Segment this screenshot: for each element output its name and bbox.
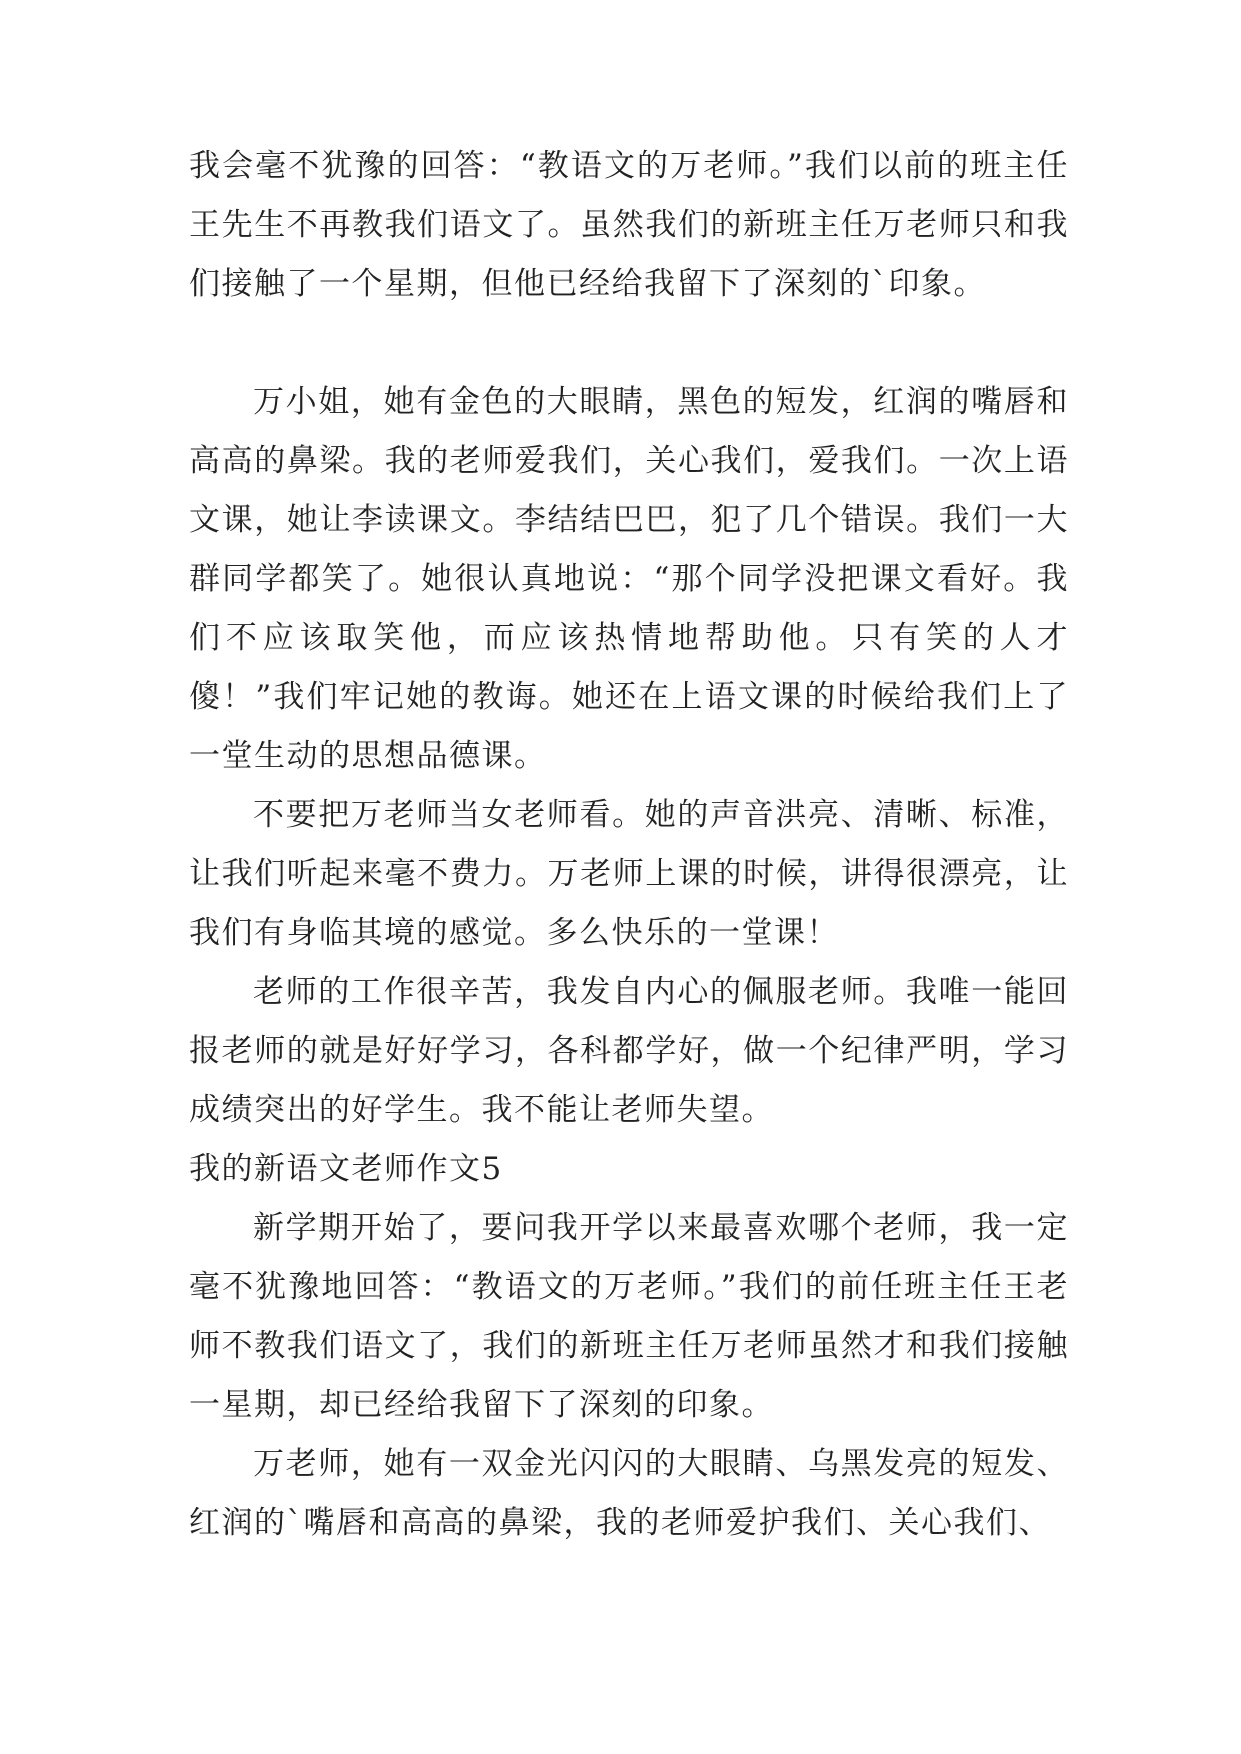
paragraph-1: 我会毫不犹豫的回答：“教语文的万老师。”我们以前的班主任王先生不再教我们语文了。虽然我们的新班主任万老师只和我们接触了一个星期，但他已经给我留下了深刻的`印象。 xyxy=(189,148,1069,302)
paragraph-2: 万小姐，她有金色的大眼睛，黑色的短发，红润的嘴唇和高高的鼻梁。我的老师爱我们，关心我们，爱我们。一次上语文课，她让李读课文。李结结巴巴，犯了几个错误。我们一大群同学都笑了。她很认真地说：“那个同学没把课文看好。我们不应该取笑他，而应该热情地帮助他。只有笑的人才傻！”我们牢记她的教诲。她还在上语文课的时候给我们上了一堂生动的思想品德课。 xyxy=(189,384,1069,774)
paragraph-4: 老师的工作很辛苦，我发自内心的佩服老师。我唯一能回报老师的就是好好学习，各科都学好，做一个纪律严明，学习成绩突出的好学生。我不能让老师失望。 xyxy=(189,974,1069,1128)
paragraph-gap xyxy=(189,314,1069,373)
paragraph-6: 万老师，她有一双金光闪闪的大眼睛、乌黑发亮的短发、红润的`嘴唇和高高的鼻梁，我的老师爱护我们、关心我们、 xyxy=(189,1446,1069,1541)
document-body xyxy=(189,137,1069,1553)
essay-heading: 我的新语文老师作文5 xyxy=(189,1151,503,1187)
paragraph-3: 不要把万老师当女老师看。她的声音洪亮、清晰、标准，让我们听起来毫不费力。万老师上课的时候，讲得很漂亮，让我们有身临其境的感觉。多么快乐的一堂课！ xyxy=(189,797,1069,951)
paragraph-5: 新学期开始了，要问我开学以来最喜欢哪个老师，我一定毫不犹豫地回答：“教语文的万老师。”我们的前任班主任王老师不教我们语文了，我们的新班主任万老师虽然才和我们接触一星期，却已经给我留下了深刻的印象。 xyxy=(189,1210,1069,1423)
